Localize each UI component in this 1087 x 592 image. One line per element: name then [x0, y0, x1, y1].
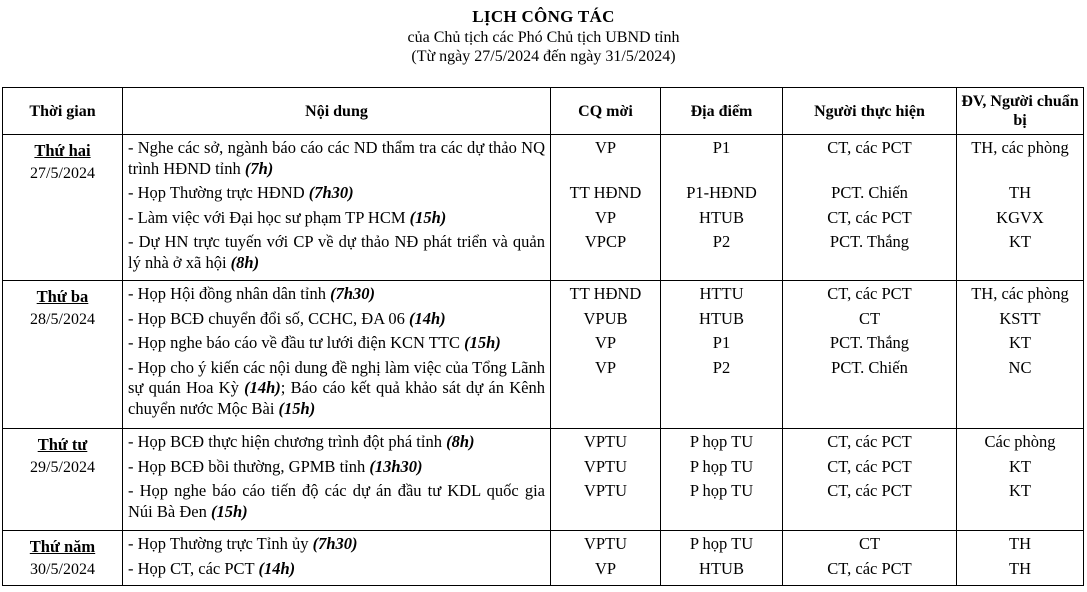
day-name: Thứ hai: [34, 141, 91, 160]
executor-value: CT, các PCT: [827, 481, 912, 500]
content-cell: [123, 281, 551, 429]
location-cell: [661, 135, 783, 281]
document-header: [0, 0, 1087, 66]
day-date: 27/5/2024: [30, 165, 95, 182]
item-time: (7h30): [330, 284, 376, 303]
preparer-value: KSTT: [999, 308, 1041, 328]
content-cell: [123, 531, 551, 586]
executor-value: CT, các PCT: [827, 207, 912, 227]
item-content: - Họp Thường trực HĐND: [128, 183, 309, 202]
item-content: - Làm việc với Đại học sư phạm TP HCM: [128, 207, 410, 227]
schedule-item: [128, 333, 545, 358]
location-value: P1: [712, 138, 731, 157]
preparer-value: KT: [1009, 456, 1031, 476]
preparer-value: KT: [1009, 232, 1031, 251]
day-date: 28/5/2024: [30, 311, 95, 328]
content-cell: [123, 429, 551, 531]
item-content: - Họp BCĐ chuyển đổi số, CCHC, ĐA 06: [128, 308, 409, 328]
day-name: Thứ tư: [37, 435, 88, 454]
location-cell: [661, 281, 783, 429]
schedule-item: [128, 138, 545, 183]
executor-value: PCT. Thắng: [829, 232, 910, 251]
item-time: (7h): [244, 158, 274, 178]
location-cell: [661, 429, 783, 531]
executor-cell: [783, 281, 957, 429]
item-time: (13h30): [369, 456, 423, 476]
column-header-executor: Người thực hiện: [783, 88, 957, 135]
inviter-cell: [551, 135, 661, 281]
inviter-value: VP: [594, 138, 617, 157]
day-cell: [3, 429, 123, 531]
location-value: P2: [712, 232, 731, 251]
preparer-value: TH: [1009, 183, 1031, 202]
table-row: [3, 429, 1084, 531]
executor-value: CT, các PCT: [827, 138, 912, 157]
location-value: P2: [712, 357, 731, 377]
day-name: Thứ năm: [29, 537, 96, 556]
inviter-value: TT HĐND: [569, 183, 642, 202]
inviter-value: VPTU: [583, 456, 628, 476]
preparer-cell: [957, 429, 1084, 531]
item-time: (7h30): [308, 183, 354, 202]
preparer-value: TH, các phòng: [971, 284, 1069, 303]
table-row: [3, 281, 1084, 429]
schedule-item: [128, 534, 545, 559]
content-cell: [123, 135, 551, 281]
schedule-item: [128, 232, 545, 277]
day-cell: [3, 531, 123, 586]
item-time: (15h): [464, 333, 501, 352]
column-header-time: Thời gian: [3, 88, 123, 135]
location-value: HTTU: [699, 284, 744, 303]
item-content: - Họp nghe báo cáo tiến độ các dự án đầu tư KDL quốc gia Núi Bà Đen: [128, 481, 545, 521]
preparer-value: KT: [1009, 333, 1031, 352]
location-value: P họp TU: [689, 456, 754, 476]
inviter-value: VPTU: [583, 481, 628, 500]
item-content: - Họp BCĐ thực hiện chương trình đột phá tỉnh: [128, 432, 447, 451]
location-value: P họp TU: [689, 534, 754, 553]
preparer-value: TH: [1009, 534, 1031, 553]
day-date: 30/5/2024: [30, 561, 95, 578]
item-time: (7h30): [312, 534, 358, 553]
table-row: [3, 531, 1084, 586]
preparer-value: KGVX: [996, 207, 1044, 227]
executor-value: CT, các PCT: [827, 432, 912, 451]
executor-value: PCT. Chiến: [831, 357, 908, 377]
inviter-value: VPCP: [584, 232, 627, 251]
column-header-content: Nội dung: [123, 88, 551, 135]
location-value: P họp TU: [689, 432, 754, 451]
item-content: - Họp CT, các PCT: [128, 558, 259, 578]
executor-value: CT: [858, 308, 881, 328]
schedule-item: [128, 208, 545, 233]
preparer-cell: [957, 531, 1084, 586]
preparer-value: TH: [1009, 558, 1031, 578]
location-value: P1-HĐND: [686, 183, 757, 202]
inviter-value: TT HĐND: [569, 284, 642, 303]
document-date-range: (Từ ngày 27/5/2024 đến ngày 31/5/2024): [411, 48, 676, 65]
schedule-table: [2, 87, 1084, 586]
location-value: HTUB: [699, 558, 744, 578]
item-content: - Họp cho ý kiến các nội dung đề nghị làm việc của Tổng Lãnh sự quán Hoa Kỳ: [128, 357, 545, 397]
item-time: (14h): [258, 558, 296, 578]
location-value: P1: [712, 333, 731, 352]
executor-value: CT, các PCT: [827, 558, 912, 578]
preparer-cell: [957, 135, 1084, 281]
executor-value: CT, các PCT: [827, 456, 912, 476]
inviter-cell: [551, 429, 661, 531]
inviter-value: VP: [594, 333, 617, 352]
schedule-item: [128, 432, 545, 457]
executor-value: CT, các PCT: [827, 284, 912, 303]
location-value: HTUB: [699, 207, 744, 227]
item-content: - Họp Thường trực Tỉnh ủy: [128, 534, 313, 553]
preparer-value: TH, các phòng: [971, 138, 1069, 157]
table-header-row: [3, 88, 1084, 135]
executor-value: PCT. Thắng: [829, 333, 910, 352]
table-row: [3, 135, 1084, 281]
executor-value: CT: [858, 534, 881, 553]
preparer-value: KT: [1009, 481, 1031, 500]
day-name: Thứ ba: [36, 287, 89, 306]
preparer-cell: [957, 281, 1084, 429]
day-cell: [3, 281, 123, 429]
column-header-inviter: CQ mời: [551, 88, 661, 135]
column-header-location: Địa điểm: [661, 88, 783, 135]
item-content-2: ; Báo cáo kết quả khảo sát dự án Kênh chuyển nước Mộc Bài: [128, 378, 546, 418]
day-cell: [3, 135, 123, 281]
item-time: (14h): [244, 378, 281, 397]
item-content: - Họp BCĐ bồi thường, GPMB tỉnh: [128, 456, 370, 476]
schedule-item: [128, 183, 545, 208]
schedule-item: [128, 284, 545, 309]
preparer-value: NC: [1008, 357, 1032, 377]
schedule-item: [128, 358, 545, 424]
item-time: (15h): [210, 501, 248, 521]
executor-cell: [783, 429, 957, 531]
schedule-item: [128, 309, 545, 334]
location-cell: [661, 531, 783, 586]
inviter-value: VP: [594, 207, 617, 227]
item-content: - Họp nghe báo cáo về đầu tư lưới điện KCN TTC: [128, 333, 465, 352]
location-value: P họp TU: [689, 481, 754, 500]
inviter-value: VPTU: [583, 534, 628, 553]
preparer-value: Các phòng: [984, 432, 1056, 451]
inviter-cell: [551, 281, 661, 429]
document-title: LỊCH CÔNG TÁC: [472, 7, 615, 26]
schedule-item: [128, 481, 545, 526]
column-header-preparer: ĐV, Người chuẩn bị: [957, 88, 1084, 135]
document-subtitle: của Chủ tịch các Phó Chủ tịch UBND tỉnh: [407, 29, 680, 46]
item-time: (8h): [446, 432, 475, 451]
executor-cell: [783, 531, 957, 586]
inviter-value: VP: [594, 558, 617, 578]
schedule-item: [128, 457, 545, 482]
executor-cell: [783, 135, 957, 281]
item-content: - Nghe các sở, ngành báo cáo các ND thẩm tra các dự thảo NQ trình HĐND tỉnh: [128, 138, 545, 178]
inviter-value: VP: [594, 357, 617, 377]
item-time-2: (15h): [278, 398, 316, 418]
item-content: - Họp Hội đồng nhân dân tỉnh: [128, 284, 331, 303]
schedule-item: [128, 559, 545, 584]
executor-value: PCT. Chiến: [831, 183, 908, 202]
location-value: HTUB: [699, 308, 744, 328]
item-content: - Dự HN trực tuyến với CP về dự thảo NĐ phát triển và quản lý nhà ở xã hội: [128, 232, 545, 272]
item-time: (14h): [408, 308, 446, 328]
item-time: (15h): [409, 207, 447, 227]
day-date: 29/5/2024: [30, 459, 95, 476]
inviter-value: VPUB: [583, 308, 628, 328]
inviter-value: VPTU: [583, 432, 628, 451]
inviter-cell: [551, 531, 661, 586]
item-time: (8h): [230, 252, 260, 272]
